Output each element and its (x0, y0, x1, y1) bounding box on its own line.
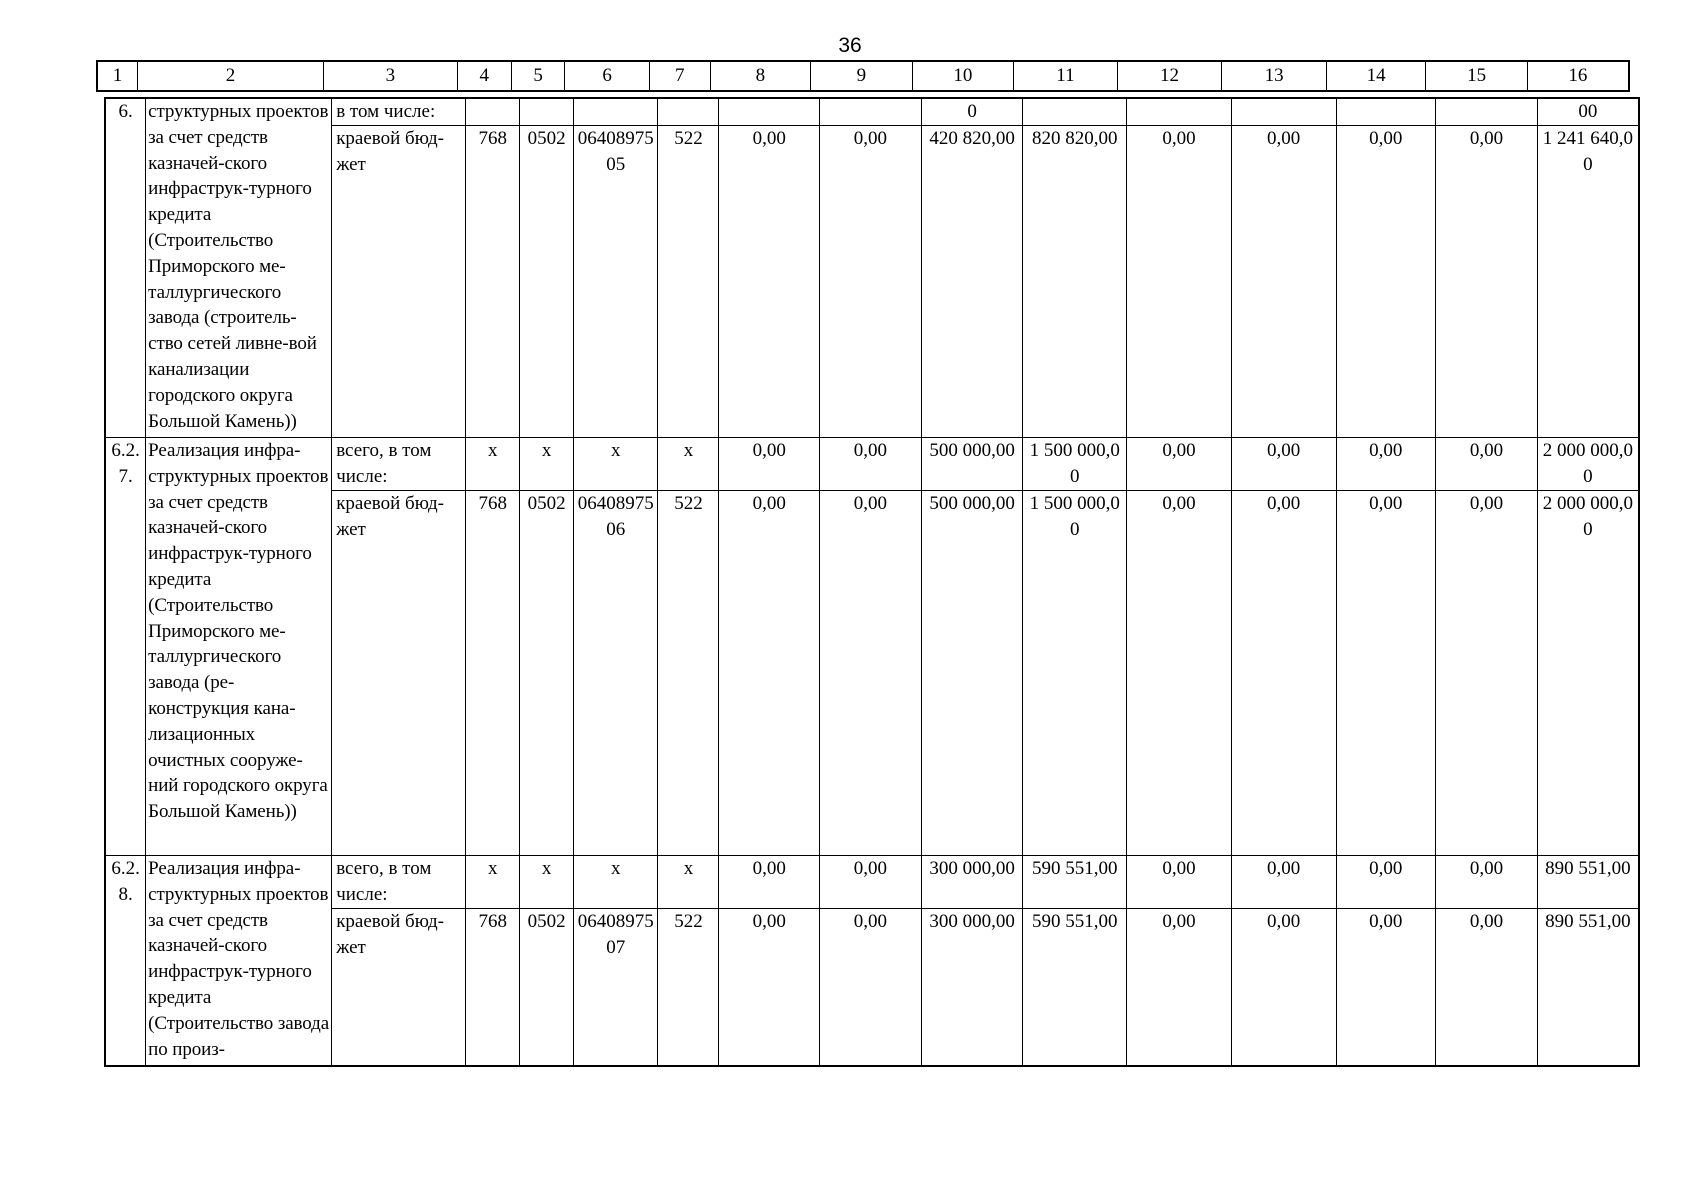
column-header: 1 (97, 61, 138, 91)
column-header: 8 (710, 61, 811, 91)
table-cell: 0,00 (1336, 856, 1436, 909)
page-number: 36 (838, 34, 862, 57)
table-cell: х (466, 856, 520, 909)
table-cell: 0,00 (820, 126, 922, 438)
table-cell: 590 551,00 (1023, 909, 1127, 1066)
table-cell: 500 000,00 (921, 438, 1023, 491)
row-number: 6.2.7. (105, 438, 146, 856)
table-cell (574, 98, 658, 126)
column-header: 11 (1014, 61, 1118, 91)
header-row (97, 61, 1629, 91)
table-cell: 300 000,00 (921, 856, 1023, 909)
table-cell: 0,00 (719, 126, 820, 438)
table-cell: 0,00 (719, 909, 820, 1066)
table-cell: 768 (466, 491, 520, 856)
table-cell: х (520, 856, 574, 909)
table-cell: 0,00 (1436, 438, 1538, 491)
table-cell: 0,00 (1231, 856, 1336, 909)
table-cell (1436, 98, 1538, 126)
table-cell: 522 (658, 909, 719, 1066)
table-cell: 0640897506 (574, 491, 658, 856)
table-cell: 0,00 (820, 491, 922, 856)
table-cell: 0,00 (820, 909, 922, 1066)
table-cell: 0,00 (1436, 491, 1538, 856)
column-header: 7 (649, 61, 710, 91)
table-cell: 522 (658, 126, 719, 438)
table-cell: 1 500 000,00 (1023, 438, 1127, 491)
table-cell (820, 98, 922, 126)
table-cell: 00 (1537, 98, 1639, 126)
measure-name: структурных проектов за счет средств казначей-ского инфраструк-турного кредита (Строительство Приморского ме-таллургического завода (строитель-ство сетей ливне-вой канализации городского округа Большой Камень)) (146, 98, 332, 438)
table-cell: 0502 (520, 909, 574, 1066)
table-cell: 300 000,00 (921, 909, 1023, 1066)
table-cell: 0,00 (820, 438, 922, 491)
table-cell (466, 98, 520, 126)
table-cell: 0,00 (1336, 491, 1436, 856)
table-cell: 890 551,00 (1537, 856, 1639, 909)
table-cell: 0,00 (1231, 909, 1336, 1066)
column-header: 3 (323, 61, 457, 91)
table-cell (520, 98, 574, 126)
row-number: 6. (105, 98, 146, 438)
table-row (105, 856, 1639, 909)
table-cell: 522 (658, 491, 719, 856)
table-cell (1336, 98, 1436, 126)
table-cell: 0,00 (1127, 491, 1232, 856)
table-cell: х (658, 438, 719, 491)
table-cell (1023, 98, 1127, 126)
table-cell: 0,00 (1127, 126, 1232, 438)
table-cell: 0,00 (1436, 856, 1538, 909)
row-number: 6.2.8. (105, 856, 146, 1066)
table-cell: 768 (466, 126, 520, 438)
table-row (105, 438, 1639, 491)
table-cell: 0,00 (1231, 491, 1336, 856)
table-cell (1231, 98, 1336, 126)
funding-source: краевой бюд-жет (332, 909, 466, 1066)
table-cell: 1 500 000,00 (1023, 491, 1127, 856)
column-header: 6 (565, 61, 649, 91)
table-cell: 0,00 (1436, 909, 1538, 1066)
table-cell: 0,00 (1127, 909, 1232, 1066)
table-cell: х (574, 438, 658, 491)
table-cell: 0,00 (1231, 126, 1336, 438)
budget-table (104, 97, 1640, 1067)
funding-source: всего, в том числе: (332, 438, 466, 491)
table-cell: 0,00 (1336, 438, 1436, 491)
column-number-header (96, 60, 1630, 92)
table-cell: 820 820,00 (1023, 126, 1127, 438)
table-cell (1127, 98, 1232, 126)
table-cell: х (658, 856, 719, 909)
funding-source: всего, в том числе: (332, 856, 466, 909)
table-cell: 0,00 (1436, 126, 1538, 438)
table-cell: 0502 (520, 126, 574, 438)
table-cell: 500 000,00 (921, 491, 1023, 856)
table-cell (658, 98, 719, 126)
table-cell: 0,00 (719, 856, 820, 909)
column-header: 14 (1326, 61, 1425, 91)
column-header: 13 (1222, 61, 1327, 91)
table-cell: 590 551,00 (1023, 856, 1127, 909)
table-cell: 2 000 000,00 (1537, 491, 1639, 856)
table-cell: 768 (466, 909, 520, 1066)
table-cell: 1 241 640,00 (1537, 126, 1639, 438)
table-cell (719, 98, 820, 126)
table-cell: х (574, 856, 658, 909)
column-header: 16 (1527, 61, 1629, 91)
column-header: 4 (457, 61, 511, 91)
table-cell: 2 000 000,00 (1537, 438, 1639, 491)
column-header: 10 (912, 61, 1014, 91)
column-header: 15 (1426, 61, 1528, 91)
table-cell: 0640897507 (574, 909, 658, 1066)
funding-source: краевой бюд-жет (332, 491, 466, 856)
table-row (105, 98, 1639, 126)
table-cell: 0,00 (719, 438, 820, 491)
funding-source: краевой бюд-жет (332, 126, 466, 438)
column-header: 9 (811, 61, 913, 91)
table-cell: 0502 (520, 491, 574, 856)
column-header: 2 (138, 61, 324, 91)
funding-source: в том числе: (332, 98, 466, 126)
table-cell: х (466, 438, 520, 491)
table-cell: 0,00 (820, 856, 922, 909)
table-cell: 0,00 (719, 491, 820, 856)
table-cell: 420 820,00 (921, 126, 1023, 438)
table-row (105, 126, 1639, 438)
column-header: 5 (511, 61, 565, 91)
table-cell: 0,00 (1231, 438, 1336, 491)
table-cell: 0,00 (1336, 909, 1436, 1066)
table-cell: х (520, 438, 574, 491)
table-cell: 0640897505 (574, 126, 658, 438)
table-cell: 890 551,00 (1537, 909, 1639, 1066)
measure-name: Реализация инфра-структурных проектов за счет средств казначей-ского инфраструк-турного кредита (Строительство завода по произ- (146, 856, 332, 1066)
column-header: 12 (1117, 61, 1222, 91)
table-row (105, 491, 1639, 856)
table-cell: 0,00 (1127, 856, 1232, 909)
measure-name: Реализация инфра-структурных проектов за счет средств казначей-ского инфраструк-турного кредита (Строительство Приморского ме-таллургического завода (ре-конструкция кана-лизационных очистных сооруже-ний городского округа Большой Камень)) (146, 438, 332, 856)
table-cell: 0,00 (1127, 438, 1232, 491)
table-cell: 0 (921, 98, 1023, 126)
table-row (105, 909, 1639, 1066)
table-cell: 0,00 (1336, 126, 1436, 438)
